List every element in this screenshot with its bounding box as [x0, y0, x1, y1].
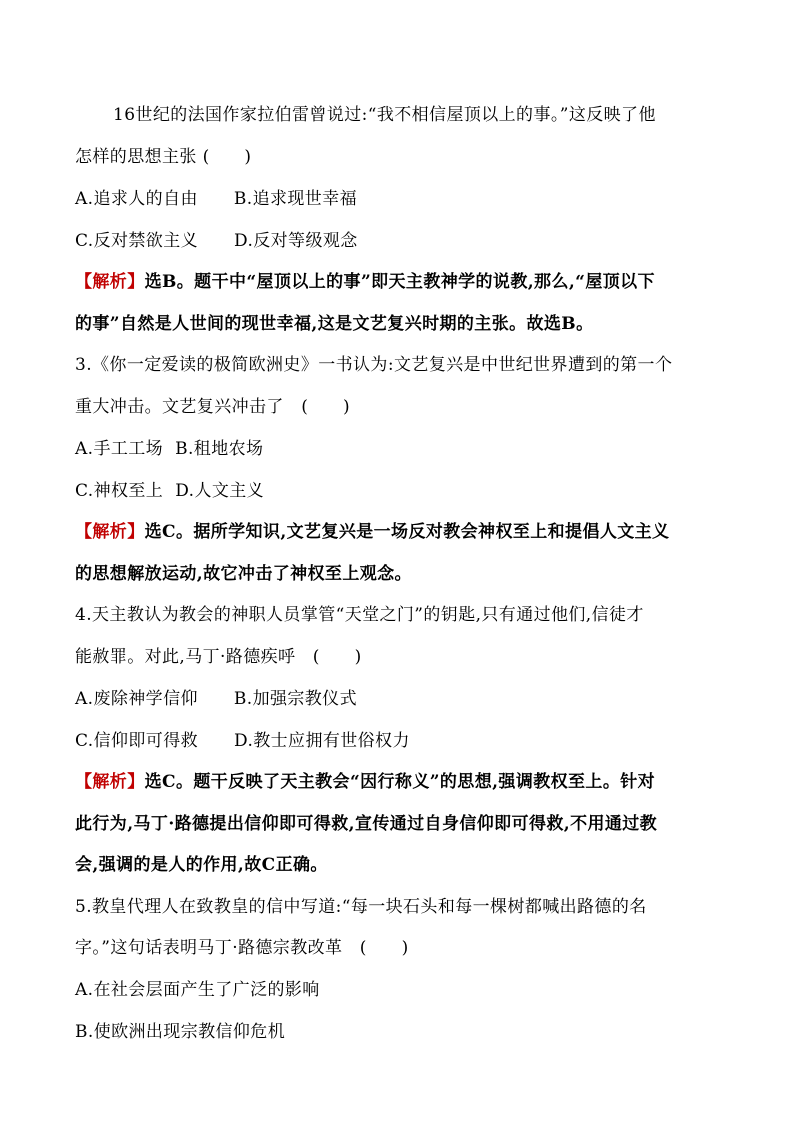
q2-options-ab: [75, 187, 357, 211]
q4-option-a: A.废除神学信仰: [75, 689, 198, 709]
q4-options-cd: [75, 729, 410, 753]
q5-stem-line2: 字。”这句话表明马丁·路德宗教改革 ( ): [75, 938, 409, 958]
q4-option-b: B.加强宗教仪式: [233, 689, 357, 709]
q3-stem-line1: 3.《你一定爱读的极简欧洲史》一书认为:文艺复兴是中世纪世界遭到的第一个: [75, 355, 673, 375]
q2-analysis-line1: 【解析】选B。题干中“屋顶以上的事”即天主教神学的说教,那么,“屋顶以下: [75, 272, 655, 292]
q3-analysis-line2: 的思想解放运动,故它冲击了神权至上观念。: [75, 564, 412, 584]
q3-options-ab: [75, 437, 263, 461]
q3-option-d: D.人文主义: [175, 481, 265, 501]
q4-stem-line2: 能赦罪。对此,马丁·路德疾呼 ( ): [75, 647, 362, 667]
q2-options-cd: [75, 229, 358, 253]
q4-analysis-line3: 会,强调的是人的作用,故C正确。: [75, 855, 328, 875]
q4-options-ab: [75, 687, 357, 711]
q2-analysis-tag: 【解析】: [75, 272, 145, 292]
q3-option-c: C.神权至上: [75, 481, 164, 501]
q3-option-b: B.租地农场: [175, 439, 264, 459]
q4-analysis-line1: 【解析】选C。题干反映了天主教会“因行称义”的思想,强调教权至上。针对: [75, 772, 656, 792]
q2-stem-line1: 16世纪的法国作家拉伯雷曾说过:“我不相信屋顶以上的事。”这反映了他: [113, 105, 656, 125]
q3-analysis-line1: 【解析】选C。据所学知识,文艺复兴是一场反对教会神权至上和提倡人文主义: [75, 522, 670, 542]
q3-analysis-tag: 【解析】: [75, 522, 145, 542]
q2-option-c: C.反对禁欲主义: [75, 231, 199, 251]
q4-analysis-tag: 【解析】: [75, 772, 145, 792]
q5-option-a: A.在社会层面产生了广泛的影响: [75, 980, 320, 1000]
q3-options-cd: [75, 479, 264, 503]
q2-option-b: B.追求现世幸福: [233, 189, 357, 209]
q2-option-a: A.追求人的自由: [75, 189, 198, 209]
q3-option-a: A.手工工场: [75, 439, 164, 459]
q4-stem-line1: 4.天主教认为教会的神职人员掌管“天堂之门”的钥匙,只有通过他们,信徒才: [75, 605, 644, 625]
q5-stem-line1: 5.教皇代理人在致教皇的信中写道:“每一块石头和每一棵树都喊出路德的名: [75, 897, 647, 917]
q2-stem-line2: 怎样的思想主张 ( ): [75, 147, 252, 167]
q5-option-b: B.使欧洲出现宗教信仰危机: [75, 1022, 286, 1042]
q4-option-c: C.信仰即可得救: [75, 731, 199, 751]
q2-analysis-line2: 的事”自然是人世间的现世幸福,这是文艺复兴时期的主张。故选B。: [75, 314, 594, 334]
q2-option-d: D.反对等级观念: [234, 231, 358, 251]
q4-analysis-line2: 此行为,马丁·路德提出信仰即可得救,宣传通过自身信仰即可得救,不用通过教: [75, 814, 658, 834]
q4-option-d: D.教士应拥有世俗权力: [234, 731, 410, 751]
q3-stem-line2: 重大冲击。文艺复兴冲击了 ( ): [75, 397, 351, 417]
